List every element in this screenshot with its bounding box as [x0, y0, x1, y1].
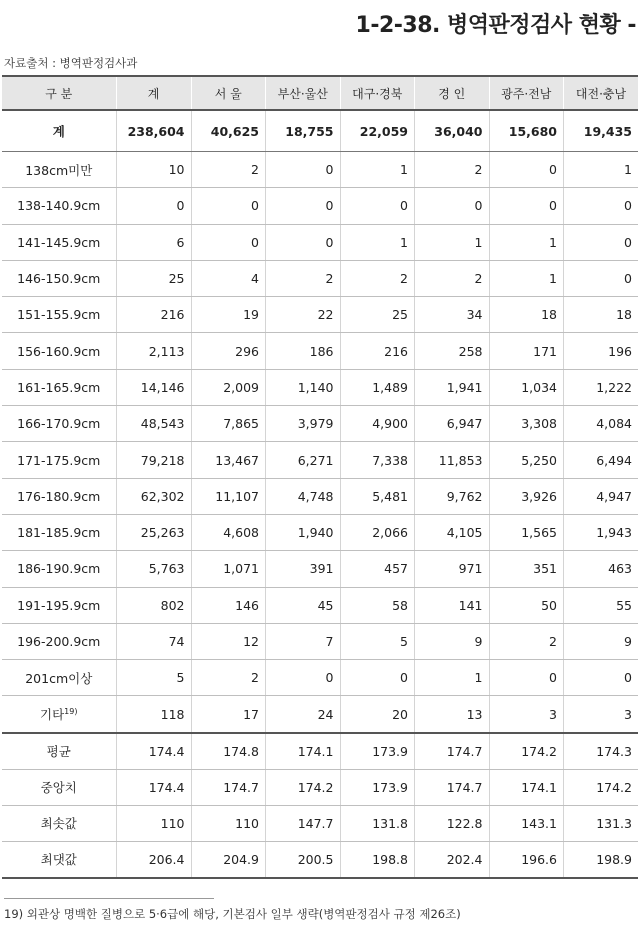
- table-cell: 0: [266, 152, 341, 188]
- table-cell: 174.2: [564, 769, 639, 805]
- header-cell: 계: [116, 76, 191, 110]
- header-cell: 서 울: [191, 76, 266, 110]
- table-cell: 13: [415, 696, 490, 733]
- table-cell: 1: [340, 152, 415, 188]
- table-row: [2, 152, 638, 188]
- table-cell: 463: [564, 551, 639, 587]
- table-cell: 4,900: [340, 406, 415, 442]
- table-cell: 258: [415, 333, 490, 369]
- table-cell: 13,467: [191, 442, 266, 478]
- table-cell: 296: [191, 333, 266, 369]
- table-row: [2, 514, 638, 550]
- header-cell: 대구·경북: [340, 76, 415, 110]
- row-label: 중앙치: [2, 769, 116, 805]
- table-cell: 2,066: [340, 514, 415, 550]
- table-cell: 22: [266, 297, 341, 333]
- table-cell: 19,435: [564, 110, 639, 152]
- table-cell: 7: [266, 623, 341, 659]
- header-cell: 부산·울산: [266, 76, 341, 110]
- table-cell: 206.4: [116, 841, 191, 878]
- table-cell: 351: [489, 551, 564, 587]
- row-label: 176-180.9cm: [2, 478, 116, 514]
- stat-row: [2, 805, 638, 841]
- table-cell: 4,084: [564, 406, 639, 442]
- table-cell: 174.7: [415, 733, 490, 770]
- table-cell: 25: [340, 297, 415, 333]
- row-label: 181-185.9cm: [2, 514, 116, 550]
- table-cell: 2: [191, 152, 266, 188]
- footnote: 19) 외관상 명백한 질병으로 5·6급에 해당, 기본검사 일부 생략(병역판정검사 규정 제26조): [4, 907, 461, 921]
- table-row: [2, 224, 638, 260]
- row-label: 141-145.9cm: [2, 224, 116, 260]
- total-row: [2, 110, 638, 152]
- table-cell: 4: [191, 260, 266, 296]
- table-cell: 0: [266, 224, 341, 260]
- table-cell: 147.7: [266, 805, 341, 841]
- table-cell: 198.9: [564, 841, 639, 878]
- table-cell: 1,034: [489, 369, 564, 405]
- table-cell: 0: [564, 260, 639, 296]
- table-row: [2, 260, 638, 296]
- table-cell: 216: [340, 333, 415, 369]
- table-cell: 171: [489, 333, 564, 369]
- table-cell: 0: [564, 188, 639, 224]
- table-cell: 4,947: [564, 478, 639, 514]
- row-label-text: 기타: [40, 707, 65, 723]
- table-row: [2, 442, 638, 478]
- table-row-other: [2, 696, 638, 733]
- table-cell: 216: [116, 297, 191, 333]
- table-cell: 18,755: [266, 110, 341, 152]
- table-row: [2, 406, 638, 442]
- table-cell: 9: [415, 623, 490, 659]
- table-cell: 971: [415, 551, 490, 587]
- table-cell: 131.3: [564, 805, 639, 841]
- table-cell: 174.1: [489, 769, 564, 805]
- row-label: 186-190.9cm: [2, 551, 116, 587]
- table-cell: 11,853: [415, 442, 490, 478]
- table-row: [2, 188, 638, 224]
- table-cell: 1: [489, 260, 564, 296]
- table-cell: 25,263: [116, 514, 191, 550]
- table-cell: 18: [489, 297, 564, 333]
- header-cell: 광주·전남: [489, 76, 564, 110]
- table-cell: 198.8: [340, 841, 415, 878]
- row-label: 161-165.9cm: [2, 369, 116, 405]
- row-label: 최댓값: [2, 841, 116, 878]
- table-cell: 4,608: [191, 514, 266, 550]
- table-cell: 34: [415, 297, 490, 333]
- table-cell: 17: [191, 696, 266, 733]
- row-label: 196-200.9cm: [2, 623, 116, 659]
- page-title: 1-2-38. 병역판정검사 현황 -: [355, 13, 636, 38]
- table-cell: 0: [116, 188, 191, 224]
- table-cell: 196.6: [489, 841, 564, 878]
- table-cell: 391: [266, 551, 341, 587]
- table-cell: 1,140: [266, 369, 341, 405]
- table-cell: 22,059: [340, 110, 415, 152]
- table-cell: 6: [116, 224, 191, 260]
- table-cell: 6,947: [415, 406, 490, 442]
- table-cell: 174.4: [116, 733, 191, 770]
- table-cell: 0: [564, 224, 639, 260]
- table-cell: 1,941: [415, 369, 490, 405]
- table-cell: 10: [116, 152, 191, 188]
- row-label: 171-175.9cm: [2, 442, 116, 478]
- header-cell: 구 분: [2, 76, 116, 110]
- height-statistics-table: [2, 75, 638, 879]
- table-cell: 0: [191, 224, 266, 260]
- table-cell: 2,009: [191, 369, 266, 405]
- header-cell: 경 인: [415, 76, 490, 110]
- table-row: [2, 623, 638, 659]
- table-cell: 5: [116, 660, 191, 696]
- table-cell: 6,494: [564, 442, 639, 478]
- table-cell: 202.4: [415, 841, 490, 878]
- table-cell: 9: [564, 623, 639, 659]
- row-label: 191-195.9cm: [2, 587, 116, 623]
- row-label: 166-170.9cm: [2, 406, 116, 442]
- table-cell: 4,105: [415, 514, 490, 550]
- row-label: 계: [2, 110, 116, 152]
- table-cell: 1,943: [564, 514, 639, 550]
- table-cell: 5: [340, 623, 415, 659]
- row-label: 138cm미만: [2, 152, 116, 188]
- table-cell: 174.1: [266, 733, 341, 770]
- table-cell: 174.8: [191, 733, 266, 770]
- table-cell: 1: [415, 660, 490, 696]
- table-cell: 131.8: [340, 805, 415, 841]
- table-cell: 2: [191, 660, 266, 696]
- table-cell: 25: [116, 260, 191, 296]
- table-cell: 2,113: [116, 333, 191, 369]
- table-cell: 1: [489, 224, 564, 260]
- table-cell: 0: [340, 660, 415, 696]
- table-cell: 200.5: [266, 841, 341, 878]
- table-cell: 3,308: [489, 406, 564, 442]
- row-label: 138-140.9cm: [2, 188, 116, 224]
- table-cell: 7,338: [340, 442, 415, 478]
- table-cell: 3,979: [266, 406, 341, 442]
- table-cell: 15,680: [489, 110, 564, 152]
- table-cell: 55: [564, 587, 639, 623]
- table-cell: 1,222: [564, 369, 639, 405]
- table-cell: 173.9: [340, 733, 415, 770]
- table-cell: 2: [489, 623, 564, 659]
- table-cell: 457: [340, 551, 415, 587]
- table-row: [2, 660, 638, 696]
- table-cell: 204.9: [191, 841, 266, 878]
- table-cell: 143.1: [489, 805, 564, 841]
- table-cell: 24: [266, 696, 341, 733]
- table-cell: 0: [415, 188, 490, 224]
- row-label: 151-155.9cm: [2, 297, 116, 333]
- table-cell: 14,146: [116, 369, 191, 405]
- table-cell: 1,565: [489, 514, 564, 550]
- table-cell: 0: [489, 660, 564, 696]
- table-cell: 3,926: [489, 478, 564, 514]
- table-cell: 0: [266, 188, 341, 224]
- table-row: [2, 551, 638, 587]
- table-header-row: [2, 76, 638, 110]
- table-row: [2, 478, 638, 514]
- table-cell: 36,040: [415, 110, 490, 152]
- table-row: [2, 333, 638, 369]
- table-cell: 2: [340, 260, 415, 296]
- table-cell: 1: [415, 224, 490, 260]
- footnote-divider: [4, 898, 214, 899]
- table-cell: 18: [564, 297, 639, 333]
- table-cell: 62,302: [116, 478, 191, 514]
- table-cell: 50: [489, 587, 564, 623]
- table-cell: 48,543: [116, 406, 191, 442]
- table-cell: 0: [266, 660, 341, 696]
- footnote-ref: 19): [64, 706, 78, 716]
- table-cell: 110: [191, 805, 266, 841]
- table-cell: 174.7: [415, 769, 490, 805]
- table-cell: 0: [489, 152, 564, 188]
- table-row: [2, 369, 638, 405]
- table-cell: 74: [116, 623, 191, 659]
- table-cell: 173.9: [340, 769, 415, 805]
- table-cell: 45: [266, 587, 341, 623]
- table-cell: 174.2: [266, 769, 341, 805]
- stat-row: [2, 769, 638, 805]
- row-label: [2, 696, 116, 733]
- table-cell: 0: [191, 188, 266, 224]
- table-cell: 174.3: [564, 733, 639, 770]
- table-cell: 19: [191, 297, 266, 333]
- row-label: 146-150.9cm: [2, 260, 116, 296]
- table-cell: 40,625: [191, 110, 266, 152]
- table-cell: 4,748: [266, 478, 341, 514]
- stat-row: [2, 841, 638, 878]
- table-cell: 12: [191, 623, 266, 659]
- table-cell: 2: [415, 260, 490, 296]
- table-cell: 118: [116, 696, 191, 733]
- table-cell: 2: [266, 260, 341, 296]
- row-label: 156-160.9cm: [2, 333, 116, 369]
- table-cell: 2: [415, 152, 490, 188]
- table-cell: 58: [340, 587, 415, 623]
- table-cell: 20: [340, 696, 415, 733]
- table-cell: 1: [340, 224, 415, 260]
- row-label: 201cm이상: [2, 660, 116, 696]
- table-cell: 174.4: [116, 769, 191, 805]
- table-cell: 6,271: [266, 442, 341, 478]
- table-cell: 5,481: [340, 478, 415, 514]
- table-cell: 79,218: [116, 442, 191, 478]
- table-cell: 5,250: [489, 442, 564, 478]
- table-cell: 141: [415, 587, 490, 623]
- source-note: 자료출처 : 병역판정검사과: [4, 56, 138, 70]
- table-cell: 122.8: [415, 805, 490, 841]
- table-cell: 802: [116, 587, 191, 623]
- table-cell: 196: [564, 333, 639, 369]
- row-label: 최솟값: [2, 805, 116, 841]
- table-cell: 0: [340, 188, 415, 224]
- table-cell: 1: [564, 152, 639, 188]
- table-cell: 1,071: [191, 551, 266, 587]
- table-cell: 0: [489, 188, 564, 224]
- table-cell: 3: [564, 696, 639, 733]
- table-cell: 174.7: [191, 769, 266, 805]
- table-cell: 0: [564, 660, 639, 696]
- table-cell: 9,762: [415, 478, 490, 514]
- row-label: 평균: [2, 733, 116, 770]
- table-row: [2, 297, 638, 333]
- table-cell: 146: [191, 587, 266, 623]
- stat-row: [2, 733, 638, 770]
- table-cell: 110: [116, 805, 191, 841]
- table-cell: 174.2: [489, 733, 564, 770]
- table-cell: 11,107: [191, 478, 266, 514]
- table-cell: 5,763: [116, 551, 191, 587]
- table-cell: 7,865: [191, 406, 266, 442]
- table-cell: 186: [266, 333, 341, 369]
- table-row: [2, 587, 638, 623]
- table-cell: 1,940: [266, 514, 341, 550]
- header-cell: 대전·충남: [564, 76, 639, 110]
- table-cell: 238,604: [116, 110, 191, 152]
- table-cell: 1,489: [340, 369, 415, 405]
- table-cell: 3: [489, 696, 564, 733]
